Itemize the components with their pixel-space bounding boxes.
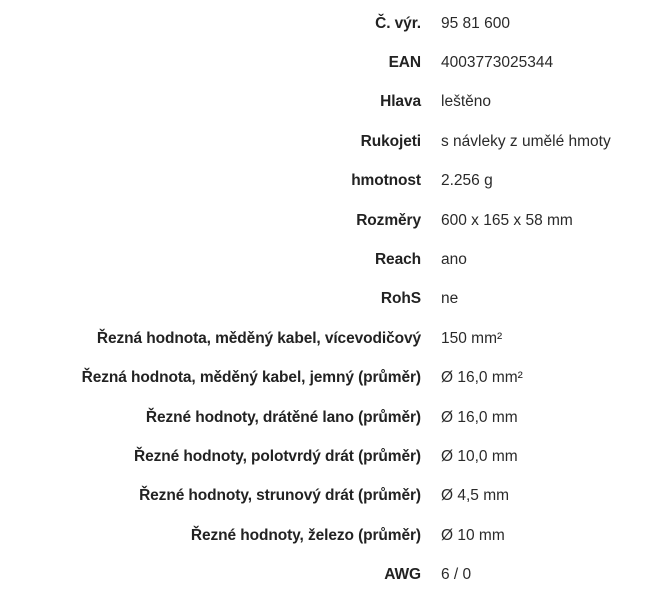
spec-label: Řezné hodnoty, drátěné lano (průměr) <box>145 408 421 426</box>
spec-row-cut-iron <box>0 516 659 555</box>
spec-label: RohS <box>380 290 421 308</box>
spec-value: ne <box>441 290 459 308</box>
spec-label: AWG <box>384 566 421 584</box>
spec-row-head <box>0 83 659 122</box>
spec-label: Rozměry <box>356 211 421 229</box>
spec-row-awg <box>0 555 659 594</box>
spec-row-reach <box>0 240 659 279</box>
spec-label: Řezné hodnoty, strunový drát (průměr) <box>139 487 421 505</box>
spec-row-cut-wire-rope <box>0 398 659 437</box>
spec-label: Hlava <box>380 93 421 111</box>
spec-value: 95 81 600 <box>441 14 510 32</box>
spec-label: Řezné hodnoty, železo (průměr) <box>190 526 421 544</box>
spec-label: hmotnost <box>351 172 421 190</box>
spec-value: 600 x 165 x 58 mm <box>441 211 573 229</box>
spec-value: Ø 4,5 mm <box>441 487 510 505</box>
spec-label: Řezná hodnota, měděný kabel, vícevodičový <box>96 329 421 347</box>
spec-value: Ø 16,0 mm <box>441 408 518 426</box>
spec-value: Ø 16,0 mm² <box>441 369 523 387</box>
spec-value: 4003773025344 <box>441 54 554 72</box>
spec-value: 2.256 g <box>441 172 493 190</box>
spec-row-article-number <box>0 4 659 43</box>
spec-value: 6 / 0 <box>441 566 472 584</box>
spec-row-cut-copper-multi <box>0 319 659 358</box>
spec-label: Řezná hodnota, měděný kabel, jemný (průměr) <box>81 369 421 387</box>
spec-row-cut-semi-hard-wire <box>0 437 659 476</box>
spec-row-cut-piano-wire <box>0 477 659 516</box>
spec-row-ean <box>0 43 659 82</box>
spec-value: Ø 10 mm <box>441 526 505 544</box>
spec-label: Rukojeti <box>360 132 421 150</box>
spec-label: Č. výr. <box>375 14 421 32</box>
spec-value: 150 mm² <box>441 329 503 347</box>
spec-label: EAN <box>388 54 421 72</box>
spec-row-weight <box>0 162 659 201</box>
spec-label: Řezné hodnoty, polotvrdý drát (průměr) <box>134 447 421 465</box>
spec-value: leštěno <box>441 93 491 111</box>
spec-row-rohs <box>0 280 659 319</box>
spec-row-handles <box>0 122 659 161</box>
spec-row-dimensions <box>0 201 659 240</box>
spec-value: ano <box>441 251 467 269</box>
spec-value: Ø 10,0 mm <box>441 447 518 465</box>
spec-row-cut-copper-fine <box>0 359 659 398</box>
spec-value: s návleky z umělé hmoty <box>441 132 611 150</box>
spec-label: Reach <box>374 251 421 269</box>
